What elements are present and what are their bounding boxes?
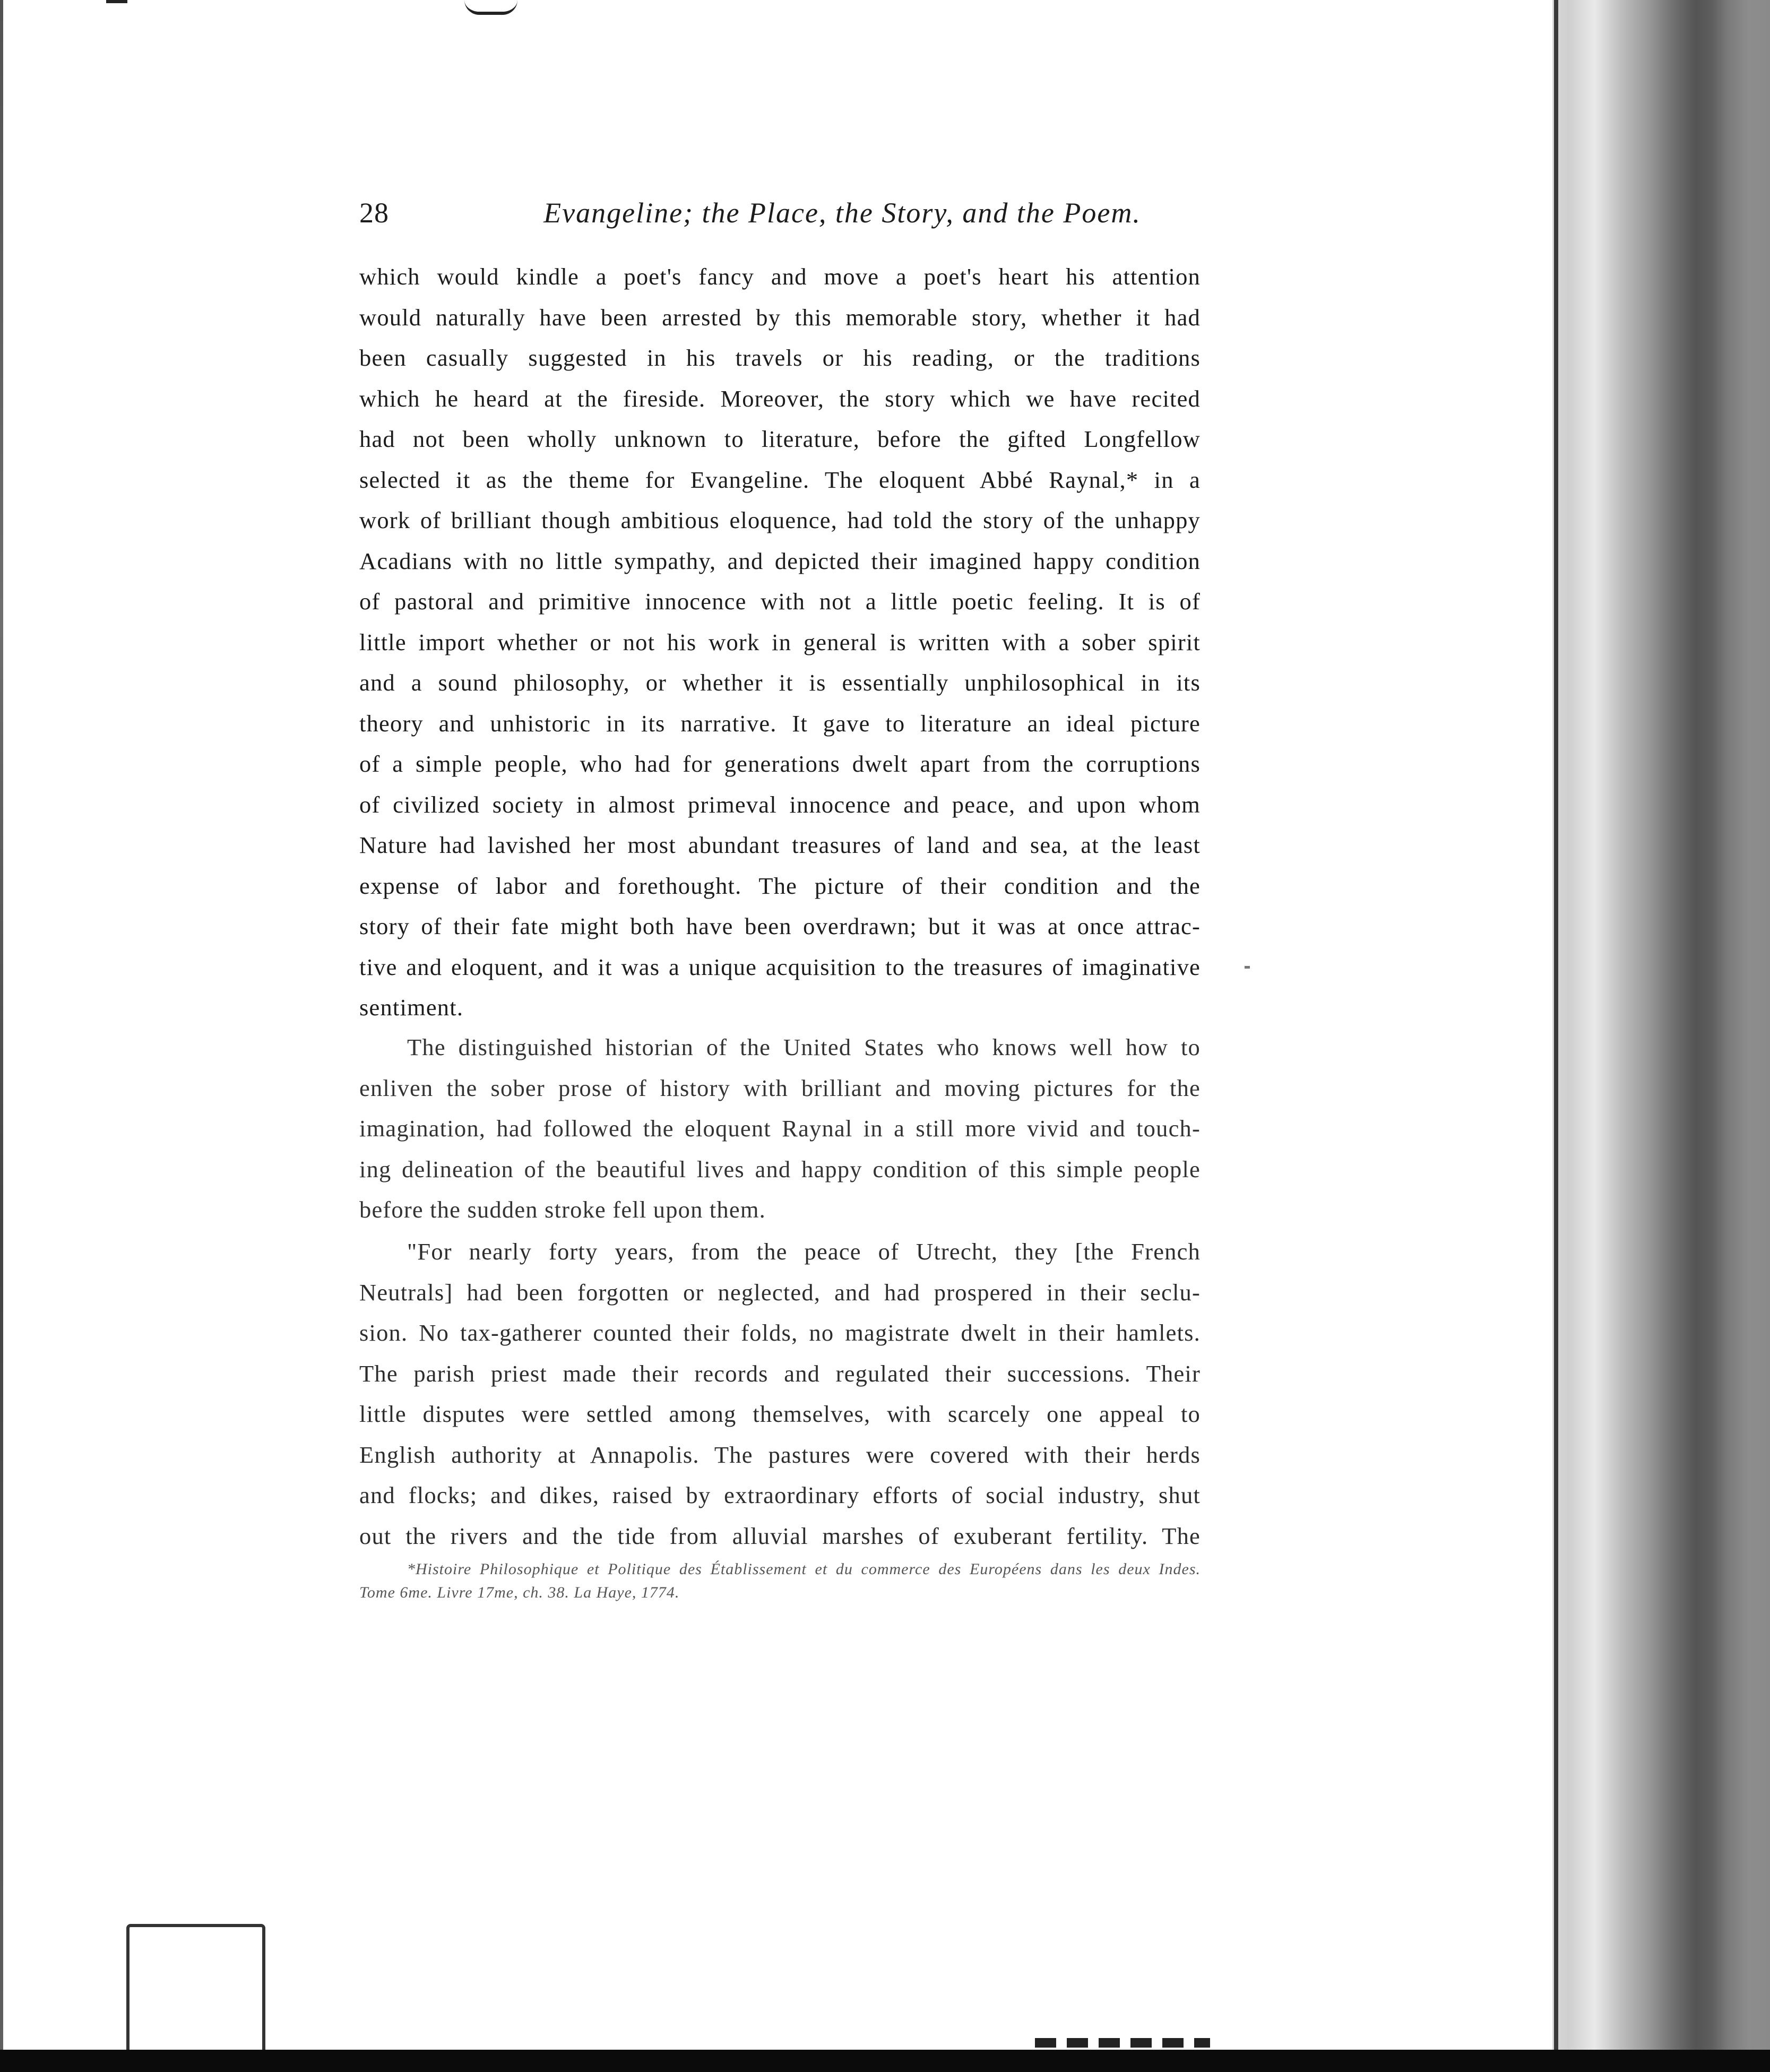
text-line: little disputes were settled among themselves, with scarcely one appeal to (359, 1401, 1201, 1427)
text-line: sion. No tax-gatherer counted their folds, no magistrate dwelt in their hamlets. (359, 1319, 1201, 1346)
book-binding-gutter (1552, 0, 1770, 2072)
text-line: would naturally have been arrested by this memorable story, whether it had (359, 304, 1201, 331)
footnote-line: *Histoire Philosophique et Politique des Établissement et du commerce des Européens dans les deux Indes. (407, 1560, 1201, 1578)
text-line: story of their fate might both have been overdrawn; but it was at once attrac- (359, 913, 1201, 939)
paragraph-2 (359, 1027, 1201, 1230)
scan-bottom-smudge (1035, 2038, 1210, 2048)
page-number: 28 (359, 197, 389, 229)
scan-artifact-top-mark (464, 0, 517, 15)
text-line: imagination, had followed the eloquent Raynal in a still more vivid and touch- (359, 1115, 1201, 1142)
text-line: selected it as the theme for Evangeline. The eloquent Abbé Raynal,* in a (359, 466, 1201, 493)
running-title: Evangeline; the Place, the Story, and the Poem. (543, 197, 1141, 229)
text-line: ing delineation of the beautiful lives and happy condition of this simple people (359, 1155, 1201, 1182)
text-line: of pastoral and primitive innocence with not a little poetic feeling. It is of (359, 588, 1201, 615)
running-head (359, 191, 1208, 239)
paragraph-3-quotation (359, 1231, 1201, 1556)
text-line: which would kindle a poet's fancy and move a poet's heart his attention (359, 263, 1201, 290)
footnote (359, 1558, 1201, 1604)
text-line: The parish priest made their records and regulated their successions. Their (359, 1360, 1201, 1387)
text-line: Nature had lavished her most abundant treasures of land and sea, at the least (359, 832, 1201, 858)
scan-bottom-border (0, 2050, 1770, 2072)
text-line: expense of labor and forethought. The picture of their condition and the (359, 872, 1201, 899)
text-line: sentiment. (359, 994, 464, 1021)
scan-left-edge (0, 0, 3, 2072)
footnote-line: Tome 6me. Livre 17me, ch. 38. La Haye, 1774. (359, 1584, 680, 1601)
text-line: had not been wholly unknown to literature, before the gifted Longfellow (359, 426, 1201, 452)
text-line: been casually suggested in his travels or his reading, or the traditions (359, 344, 1201, 371)
text-line: before the sudden stroke fell upon them. (359, 1196, 766, 1223)
stray-ink-mark (1245, 966, 1250, 969)
text-line: English authority at Annapolis. The pastures were covered with their herds (359, 1441, 1201, 1468)
text-line: Acadians with no little sympathy, and depicted their imagined happy condition (359, 547, 1201, 574)
text-line: and a sound philosophy, or whether it is essentially unphilosophical in its (359, 669, 1201, 696)
text-line: tive and eloquent, and it was a unique acquisition to the treasures of imaginative (359, 953, 1201, 980)
text-line: out the rivers and the tide from alluvial marshes of exuberant fertility. The (359, 1522, 1201, 1549)
text-line: theory and unhistoric in its narrative. It gave to literature an ideal picture (359, 710, 1201, 737)
text-line: and flocks; and dikes, raised by extraordinary efforts of social industry, shut (359, 1482, 1201, 1508)
text-line: of civilized society in almost primeval innocence and peace, and upon whom (359, 791, 1201, 818)
scan-artifact-top-tick (106, 0, 127, 3)
text-line: "For nearly forty years, from the peace of Utrecht, they [the French (407, 1238, 1201, 1265)
text-line: work of brilliant though ambitious eloquence, had told the story of the unhappy (359, 507, 1201, 533)
paragraph-1 (359, 256, 1201, 1028)
text-line: which he heard at the fireside. Moreover, the story which we have recited (359, 385, 1201, 412)
text-line: little import whether or not his work in general is written with a sober spirit (359, 628, 1201, 655)
text-line: Neutrals] had been forgotten or neglected, and had prospered in their seclu- (359, 1279, 1201, 1306)
scan-corner-tab (126, 1924, 265, 2054)
text-line: of a simple people, who had for generations dwelt apart from the corruptions (359, 750, 1201, 777)
text-line: The distinguished historian of the United States who knows well how to (407, 1034, 1201, 1060)
page-edge-line (1554, 0, 1558, 2072)
text-line: enliven the sober prose of history with brilliant and moving pictures for the (359, 1074, 1201, 1101)
